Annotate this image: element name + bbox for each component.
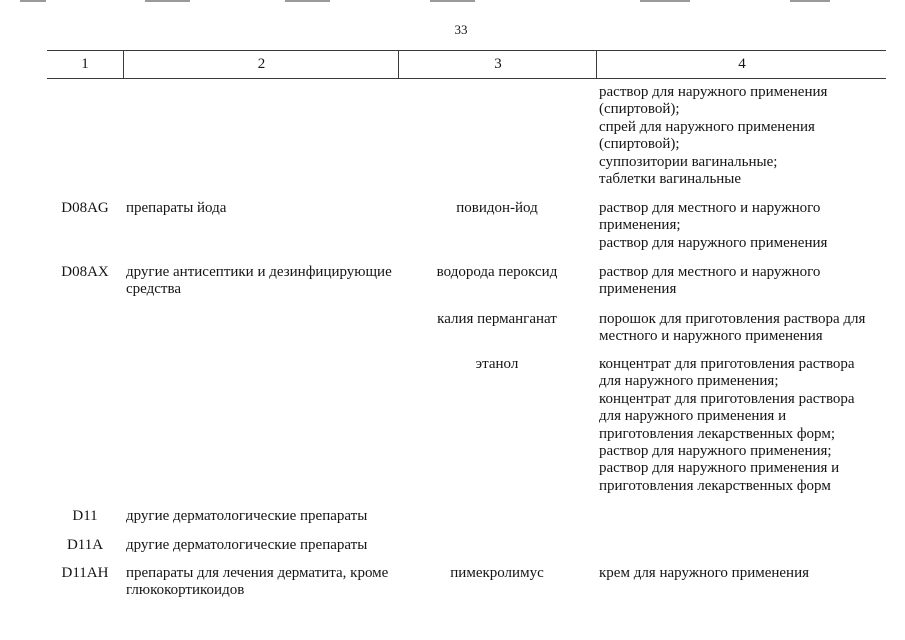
substance-name: этанол xyxy=(475,356,519,372)
scan-artifact xyxy=(20,0,46,2)
dosage-form-line: раствор для наружного применения; xyxy=(599,442,832,459)
dosage-form-line: суппозитории вагинальные; xyxy=(599,153,778,170)
header-col-2: 2 xyxy=(123,51,399,78)
group-name-line: другие антисептики и дезинфицирующие xyxy=(126,264,392,280)
scan-artifact xyxy=(285,0,330,2)
header-col-4: 4 xyxy=(596,51,887,78)
dosage-form-line: (спиртовой); xyxy=(599,101,680,118)
dosage-form-line: применения xyxy=(599,281,677,298)
dosage-forms xyxy=(599,200,889,252)
header-col-1: 1 xyxy=(81,56,89,72)
dosage-form-line: приготовления лекарственных форм; xyxy=(599,425,835,442)
group-name xyxy=(126,200,426,217)
group-name-line: препараты йода xyxy=(126,200,227,216)
atc-code: D11AH xyxy=(61,565,109,581)
dosage-form-line: приготовления лекарственных форм xyxy=(599,477,831,494)
scan-artifact xyxy=(430,0,475,2)
group-name xyxy=(126,264,426,299)
dosage-form-line: таблетки вагинальные xyxy=(599,170,742,187)
dosage-form-line: (спиртовой); xyxy=(599,136,680,153)
dosage-form-line: для наружного применения и xyxy=(599,408,787,425)
dosage-form-line: применения; xyxy=(599,217,681,234)
table-header xyxy=(47,50,886,79)
dosage-forms xyxy=(599,311,889,346)
substance-name: водорода пероксид xyxy=(436,264,558,280)
dosage-form-line: для наружного применения; xyxy=(599,373,779,390)
dosage-form-line: раствор для наружного применения и xyxy=(599,460,840,477)
atc-code: D08AX xyxy=(61,264,109,280)
group-name-line: средства xyxy=(126,281,182,298)
dosage-form-line: раствор для местного и наружного xyxy=(599,200,821,216)
group-name-line: другие дерматологические препараты xyxy=(126,537,368,553)
group-name-line: глюкокортикоидов xyxy=(126,582,245,599)
group-name xyxy=(126,537,426,554)
dosage-form-line: концентрат для приготовления раствора xyxy=(599,390,855,407)
dosage-form-line: раствор для наружного применения xyxy=(599,234,828,251)
header-col-3: 3 xyxy=(398,51,597,78)
substance-name: пимекролимус xyxy=(450,565,544,581)
dosage-form-line: концентрат для приготовления раствора xyxy=(599,356,855,372)
scan-artifact xyxy=(640,0,690,2)
atc-code: D08AG xyxy=(61,200,109,216)
group-name xyxy=(126,565,426,600)
dosage-form-line: раствор для местного и наружного xyxy=(599,264,821,280)
substance-name: калия перманганат xyxy=(437,311,557,327)
scan-artifact xyxy=(790,0,830,2)
atc-code: D11 xyxy=(72,508,98,524)
group-name xyxy=(126,508,426,525)
dosage-forms xyxy=(599,356,889,495)
scan-artifact xyxy=(145,0,190,2)
dosage-forms xyxy=(599,565,889,582)
dosage-form-line: порошок для приготовления раствора для xyxy=(599,311,866,327)
group-name-line: препараты для лечения дерматита, кроме xyxy=(126,565,389,581)
dosage-form-line: местного и наружного применения xyxy=(599,328,823,345)
dosage-form-line: крем для наружного применения xyxy=(599,565,810,581)
dosage-form-line: спрей для наружного применения xyxy=(599,118,815,135)
dosage-form-line: раствор для наружного применения xyxy=(599,84,828,100)
dosage-forms xyxy=(599,84,889,188)
group-name-line: другие дерматологические препараты xyxy=(126,508,368,524)
substance-name: повидон-йод xyxy=(456,200,538,216)
page-number: 33 xyxy=(454,22,468,37)
dosage-forms xyxy=(599,264,889,299)
atc-code: D11A xyxy=(66,537,104,553)
